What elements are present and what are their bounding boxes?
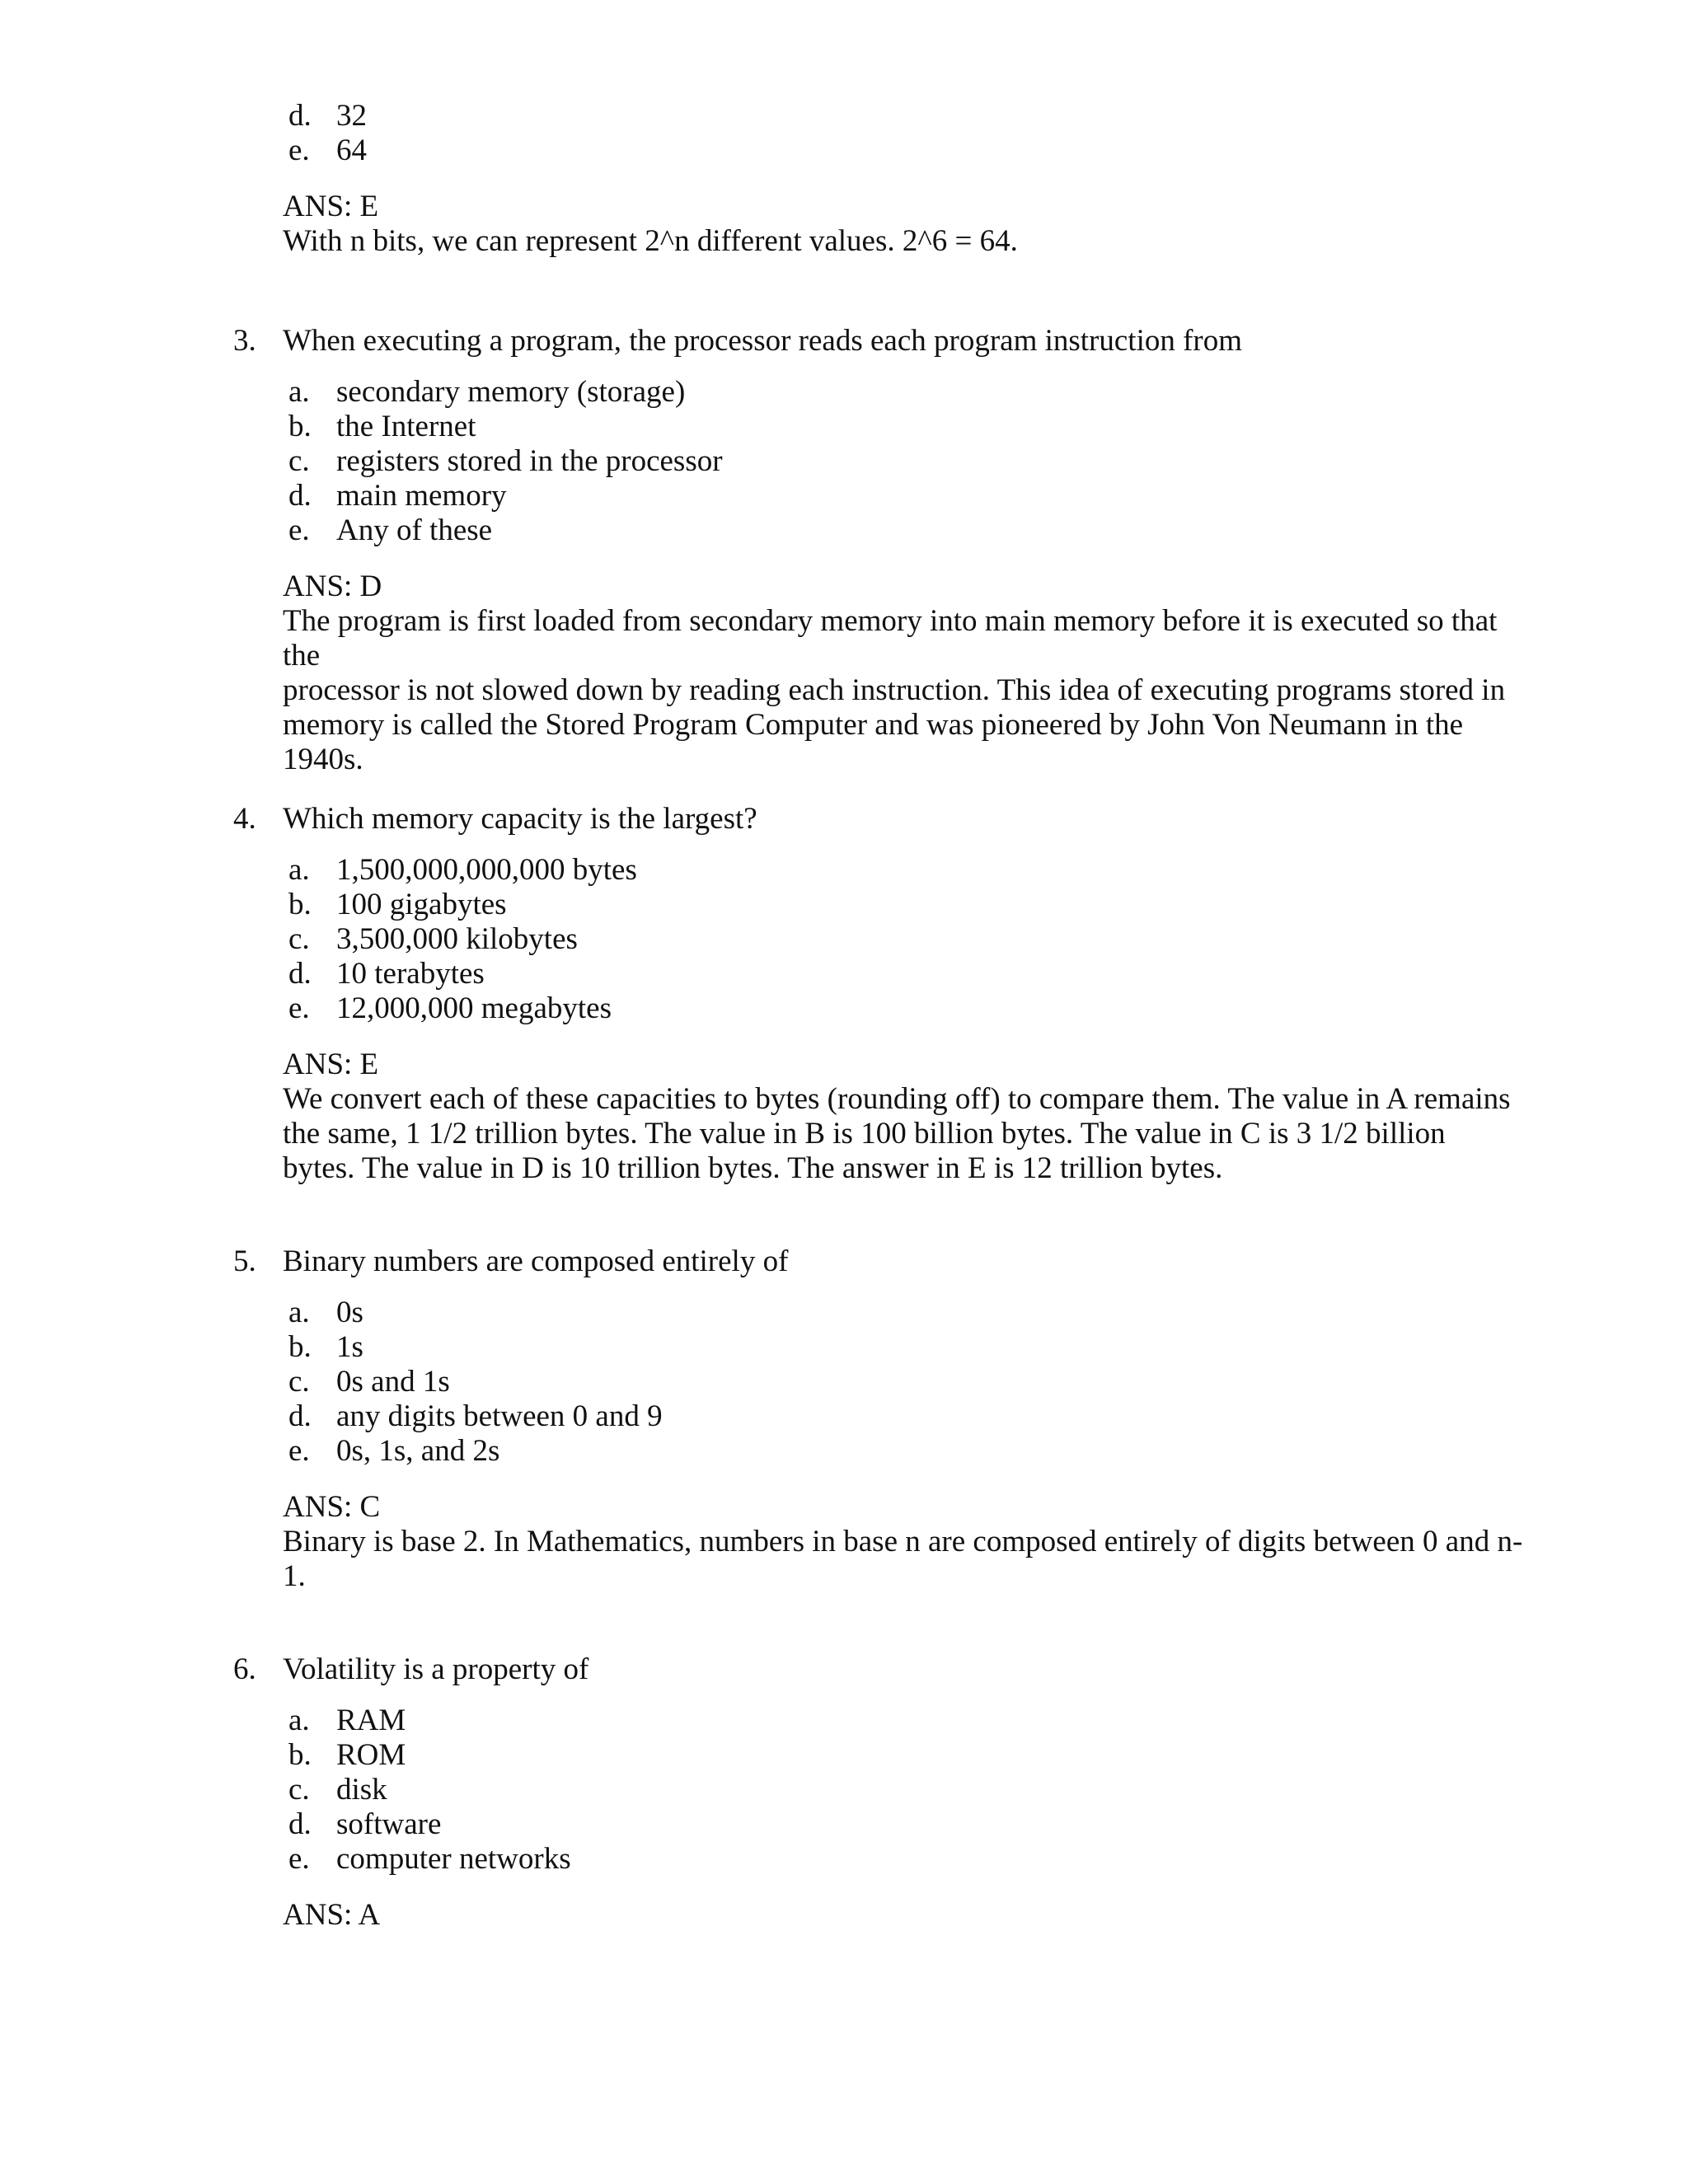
answer-line: ANS: C bbox=[283, 1490, 381, 1524]
explanation-line: bytes. The value in D is 10 trillion bytes. The answer in E is 12 trillion bytes. bbox=[283, 1151, 1223, 1185]
option-text: 0s, 1s, and 2s bbox=[336, 1434, 500, 1468]
option-letter: e. bbox=[288, 513, 310, 547]
option-text: 3,500,000 kilobytes bbox=[336, 922, 578, 956]
option-letter: d. bbox=[288, 1399, 312, 1433]
explanation-line: processor is not slowed down by reading each instruction. This idea of executing programs stored in bbox=[283, 673, 1506, 707]
option-letter: d. bbox=[288, 957, 312, 991]
question-number: 3. bbox=[233, 324, 256, 358]
question-number: 4. bbox=[233, 802, 256, 836]
explanation-line: With n bits, we can represent 2^n different values. 2^6 = 64. bbox=[283, 224, 1018, 258]
option-letter: c. bbox=[288, 444, 310, 478]
option-letter: d. bbox=[288, 1807, 312, 1841]
option-a bbox=[0, 1296, 1688, 1330]
option-text: software bbox=[336, 1807, 442, 1841]
option-letter: e. bbox=[288, 1842, 310, 1876]
question-header bbox=[0, 802, 1688, 837]
option-text: 12,000,000 megabytes bbox=[336, 991, 612, 1025]
option-d bbox=[0, 1807, 1688, 1842]
explanation bbox=[283, 1082, 1523, 1186]
question-5 bbox=[0, 1244, 1688, 1594]
options-list bbox=[0, 853, 1688, 1026]
option-letter: d. bbox=[288, 479, 312, 513]
option-a bbox=[0, 375, 1688, 410]
option-text: ROM bbox=[336, 1738, 406, 1772]
option-e bbox=[0, 1434, 1688, 1469]
explanation-line: The program is first loaded from secondary memory into main memory before it is executed so that the bbox=[283, 604, 1498, 673]
option-letter: a. bbox=[288, 853, 310, 887]
option-a bbox=[0, 853, 1688, 888]
question-text: When executing a program, the processor reads each program instruction from bbox=[283, 324, 1243, 358]
option-text: computer networks bbox=[336, 1842, 571, 1876]
option-letter: c. bbox=[288, 1365, 310, 1399]
option-letter: d. bbox=[288, 99, 312, 133]
option-text: 10 terabytes bbox=[336, 957, 485, 991]
question-number: 6. bbox=[233, 1652, 256, 1686]
option-text: 0s bbox=[336, 1296, 363, 1329]
option-b bbox=[0, 410, 1688, 444]
option-e bbox=[0, 991, 1688, 1026]
option-text: the Internet bbox=[336, 410, 476, 443]
explanation-line: Binary is base 2. In Mathematics, numbers in base n are composed entirely of digits between 0 and n- bbox=[283, 1525, 1523, 1558]
option-text: RAM bbox=[336, 1704, 406, 1737]
explanation-line: 1. bbox=[283, 1559, 306, 1593]
option-letter: e. bbox=[288, 991, 310, 1025]
explanation bbox=[283, 224, 1523, 259]
explanation bbox=[283, 1525, 1523, 1594]
option-text: 100 gigabytes bbox=[336, 888, 507, 921]
option-c bbox=[0, 1365, 1688, 1399]
option-letter: b. bbox=[288, 1330, 312, 1364]
option-text: secondary memory (storage) bbox=[336, 375, 686, 409]
option-text: disk bbox=[336, 1773, 387, 1807]
option-text: registers stored in the processor bbox=[336, 444, 723, 478]
option-d bbox=[0, 1399, 1688, 1434]
question-header bbox=[0, 1244, 1688, 1279]
option-letter: c. bbox=[288, 1773, 310, 1807]
question-text: Which memory capacity is the largest? bbox=[283, 802, 757, 836]
option-a bbox=[0, 1704, 1688, 1738]
option-letter: a. bbox=[288, 1704, 310, 1737]
options-list bbox=[0, 1704, 1688, 1877]
options-list bbox=[0, 1296, 1688, 1469]
question-6 bbox=[0, 1652, 1688, 1933]
option-letter: e. bbox=[288, 1434, 310, 1468]
option-d bbox=[0, 479, 1688, 513]
option-text: 0s and 1s bbox=[336, 1365, 450, 1399]
option-text: 32 bbox=[336, 99, 367, 133]
option-e bbox=[0, 1842, 1688, 1877]
option-d bbox=[0, 957, 1688, 991]
option-text: main memory bbox=[336, 479, 507, 513]
option-letter: b. bbox=[288, 888, 312, 921]
explanation-line: We convert each of these capacities to bytes (rounding off) to compare them. The value in A remains bbox=[283, 1082, 1511, 1116]
question-3 bbox=[0, 324, 1688, 777]
question-header bbox=[0, 1652, 1688, 1687]
option-letter: a. bbox=[288, 1296, 310, 1329]
option-b bbox=[0, 1738, 1688, 1773]
option-c bbox=[0, 922, 1688, 957]
explanation bbox=[283, 604, 1523, 777]
question-text: Binary numbers are composed entirely of bbox=[283, 1244, 789, 1278]
option-b bbox=[0, 1330, 1688, 1365]
question-header bbox=[0, 324, 1688, 359]
option-e bbox=[0, 134, 1688, 168]
question-4 bbox=[0, 802, 1688, 1186]
option-b bbox=[0, 888, 1688, 922]
options-list bbox=[0, 375, 1688, 548]
answer-line: ANS: D bbox=[283, 569, 382, 603]
option-text: Any of these bbox=[336, 513, 493, 547]
explanation-line: the same, 1 1/2 trillion bytes. The value in B is 100 billion bytes. The value in C is 3 1/2 billion bbox=[283, 1117, 1446, 1151]
option-letter: e. bbox=[288, 134, 310, 167]
option-letter: b. bbox=[288, 410, 312, 443]
option-e bbox=[0, 513, 1688, 548]
answer-line: ANS: E bbox=[283, 1047, 379, 1081]
option-text: 1s bbox=[336, 1330, 363, 1364]
option-text: 64 bbox=[336, 134, 367, 167]
option-d bbox=[0, 99, 1688, 134]
explanation-line: 1940s. bbox=[283, 743, 363, 776]
question-text: Volatility is a property of bbox=[283, 1652, 589, 1686]
option-c bbox=[0, 444, 1688, 479]
question-2-tail bbox=[0, 99, 1688, 259]
option-letter: a. bbox=[288, 375, 310, 409]
explanation-line: memory is called the Stored Program Computer and was pioneered by John Von Neumann in the bbox=[283, 708, 1464, 742]
question-number: 5. bbox=[233, 1244, 256, 1278]
answer-line: ANS: E bbox=[283, 190, 379, 223]
option-letter: c. bbox=[288, 922, 310, 956]
option-letter: b. bbox=[288, 1738, 312, 1772]
option-text: any digits between 0 and 9 bbox=[336, 1399, 663, 1433]
option-c bbox=[0, 1773, 1688, 1807]
answer-line: ANS: A bbox=[283, 1898, 381, 1932]
option-text: 1,500,000,000,000 bytes bbox=[336, 853, 637, 887]
